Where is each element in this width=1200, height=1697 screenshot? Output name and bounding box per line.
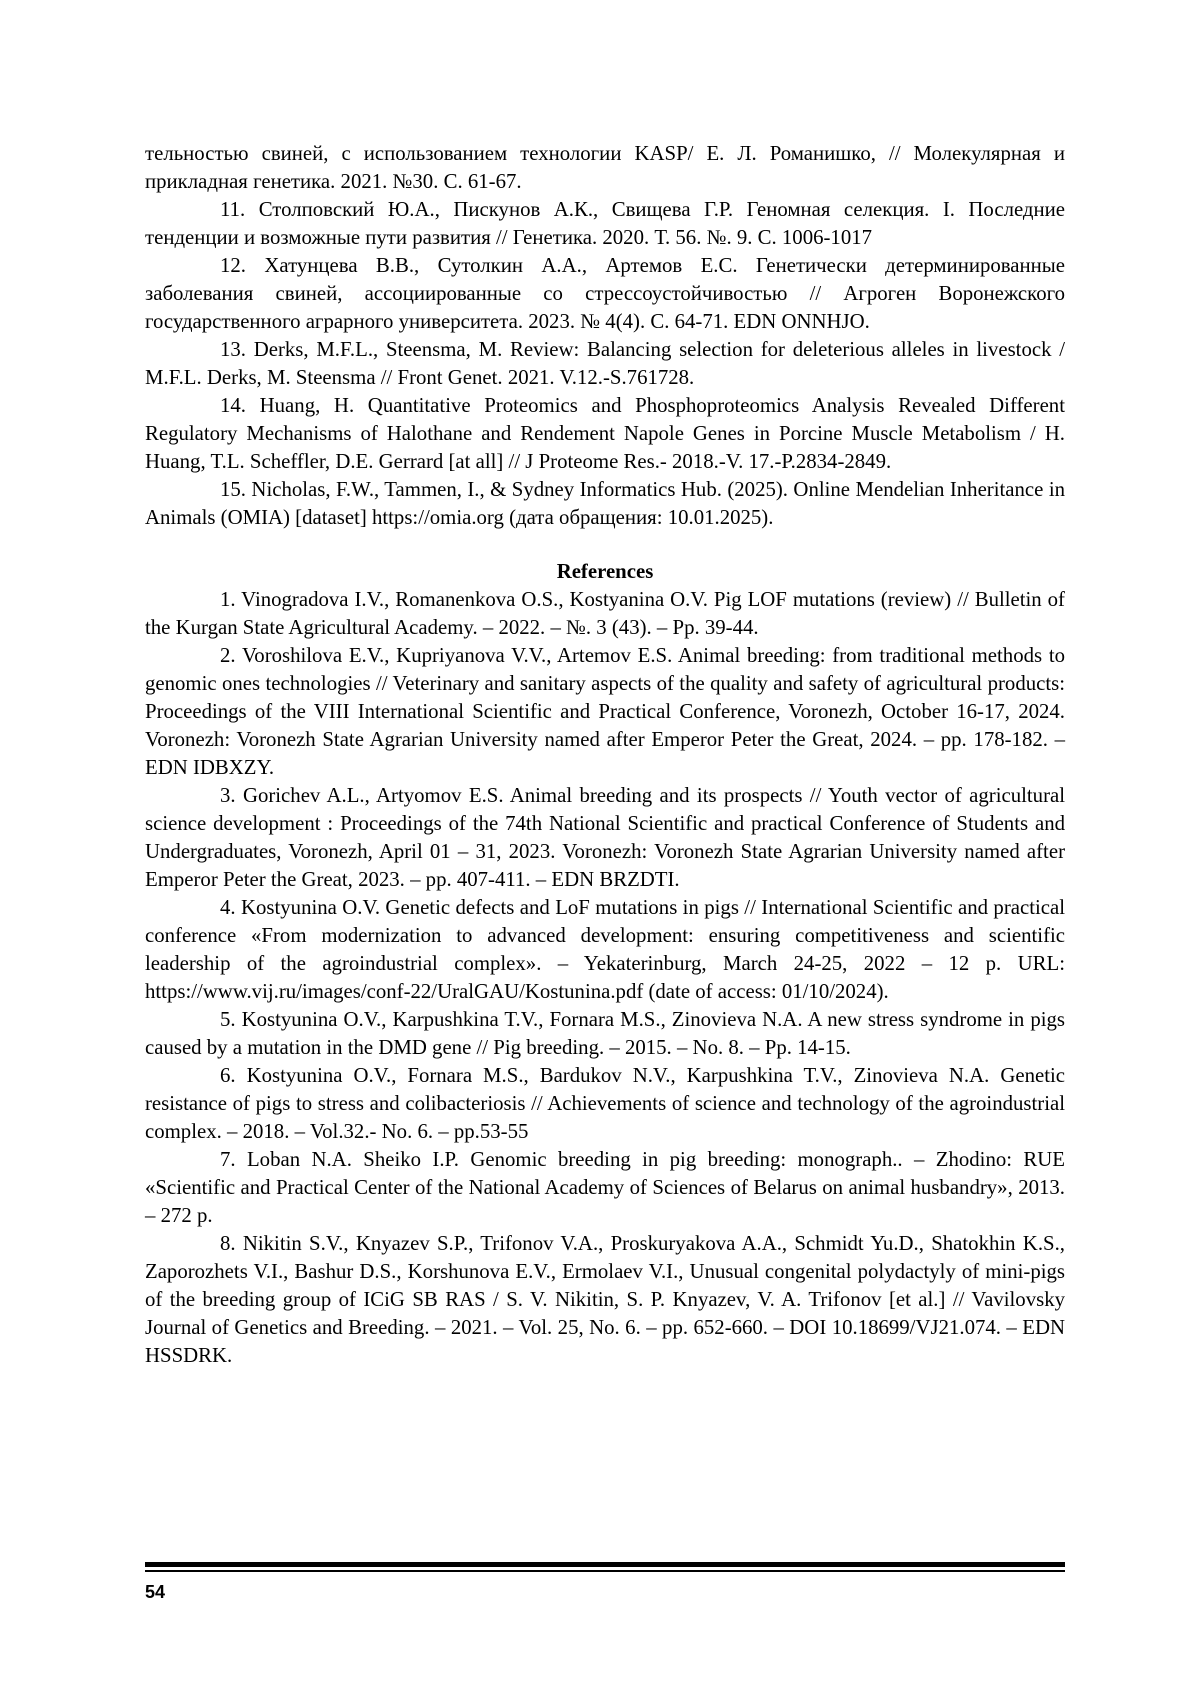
footer-rule-thick	[145, 1562, 1065, 1567]
reference-5: 5. Kostyunina O.V., Karpushkina T.V., Fornara M.S., Zinovieva N.A. A new stress syndrome in pigs caused by a mutation in the DMD gene // Pig breeding. – 2015. – No. 8. – Pp. 14-15.	[145, 1008, 1065, 1059]
footer-rule-thin	[145, 1570, 1065, 1572]
reference-3: 3. Gorichev A.L., Artyomov E.S. Animal breeding and its prospects // Youth vector of agricultural science development : Proceedings of the 74th National Scientific and practical Conference of Students and Undergraduates, Voronezh, April 01 – 31, 2023. Voronezh: Voronezh State Agrarian University named after Emperor Peter the Great, 2023. – pp. 407-411. – EDN BRZDTI.	[145, 784, 1065, 891]
reference-1: 1. Vinogradova I.V., Romanenkova O.S., Kostyanina O.V. Pig LOF mutations (review) // Bulletin of the Kurgan State Agricultural Academy. – 2022. – №. 3 (43). – Pp. 39-44.	[145, 588, 1065, 639]
reference-4: 4. Kostyunina O.V. Genetic defects and LoF mutations in pigs // International Scientific and practical conference «From modernization to advanced development: ensuring competitiveness and scientific leadership of the agroindustrial complex». – Yekaterinburg, March 24-25, 2022 – 12 p. URL: https://www.vij.ru/images/conf-22/UralGAU/Kostunina.pdf (date of access: 01/10/2024).	[145, 896, 1065, 1003]
reference-6: 6. Kostyunina O.V., Fornara M.S., Bardukov N.V., Karpushkina T.V., Zinovieva N.A. Genetic resistance of pigs to stress and colibacteriosis // Achievements of science and technology of the agroindustrial complex. – 2018. – Vol.32.- No. 6. – pp.53-55	[145, 1064, 1065, 1143]
reference-2: 2. Voroshilova E.V., Kupriyanova V.V., Artemov E.S. Animal breeding: from traditional methods to genomic ones technologies // Veterinary and sanitary aspects of the quality and safety of agricultural products: Proceedings of the VIII International Scientific and Practical Conference, Voronezh, October 16-17, 2024. Voronezh: Voronezh State Agrarian University named after Emperor Peter the Great, 2024. – pp. 178-182. – EDN IDBXZY.	[145, 644, 1065, 779]
russian-reference-11: 11. Столповский Ю.А., Пискунов А.К., Свищева Г.Р. Геномная селекция. I. Последние тенденции и возможные пути развития // Генетика. 2020. Т. 56. №. 9. С. 1006-1017	[145, 198, 1065, 249]
page-body	[145, 140, 1065, 1370]
reference-8: 8. Nikitin S.V., Knyazev S.P., Trifonov V.A., Proskuryakova A.A., Schmidt Yu.D., Shatokhin K.S., Zaporozhets V.I., Bashur D.S., Korshunova E.V., Ermolaev V.I., Unusual congenital polydactyly of mini-pigs of the breeding group of ICiG SB RAS / S. V. Nikitin, S. P. Knyazev, V. A. Trifonov [et al.] // Vavilovsky Journal of Genetics and Breeding. – 2021. – Vol. 25, No. 6. – pp. 652-660. – DOI 10.18699/VJ21.074. – EDN HSSDRK.	[145, 1232, 1065, 1367]
reference-continuation: тельностью свиней, с использованием технологии KASP/ Е. Л. Романишко, // Молекулярная и прикладная генетика. 2021. №30. С. 61-67.	[145, 142, 1065, 193]
section-spacer	[145, 532, 1065, 558]
page-number: 54	[145, 1582, 166, 1602]
russian-reference-15: 15. Nicholas, F.W., Tammen, I., & Sydney Informatics Hub. (2025). Online Mendelian Inheritance in Animals (OMIA) [dataset] https://omia.org (дата обращения: 10.01.2025).	[145, 478, 1065, 529]
russian-reference-14: 14. Huang, H. Quantitative Proteomics and Phosphoproteomics Analysis Revealed Different Regulatory Mechanisms of Halothane and Rendement Napole Genes in Porcine Muscle Metabolism / H. Huang, T.L. Scheffler, D.E. Gerrard [at all] // J Proteome Res.- 2018.-V. 17.-P.2834-2849.	[145, 394, 1065, 473]
reference-7: 7. Loban N.A. Sheiko I.P. Genomic breeding in pig breeding: monograph.. – Zhodino: RUE «Scientific and Practical Center of the National Academy of Sciences of Belarus on animal husbandry», 2013. – 272 p.	[145, 1148, 1065, 1227]
references-heading: References	[556, 560, 654, 583]
russian-reference-13: 13. Derks, M.F.L., Steensma, M. Review: Balancing selection for deleterious alleles in livestock / M.F.L. Derks, M. Steensma // Front Genet. 2021. V.12.-S.761728.	[145, 338, 1065, 389]
russian-reference-12: 12. Хатунцева В.В., Сутолкин А.А., Артемов Е.С. Генетически детерминированные заболевания свиней, ассоциированные со стрессоустойчивостью // Агроген Воронежского государственного аграрного университета. 2023. № 4(4). С. 64-71. EDN ONNHJO.	[145, 254, 1065, 333]
